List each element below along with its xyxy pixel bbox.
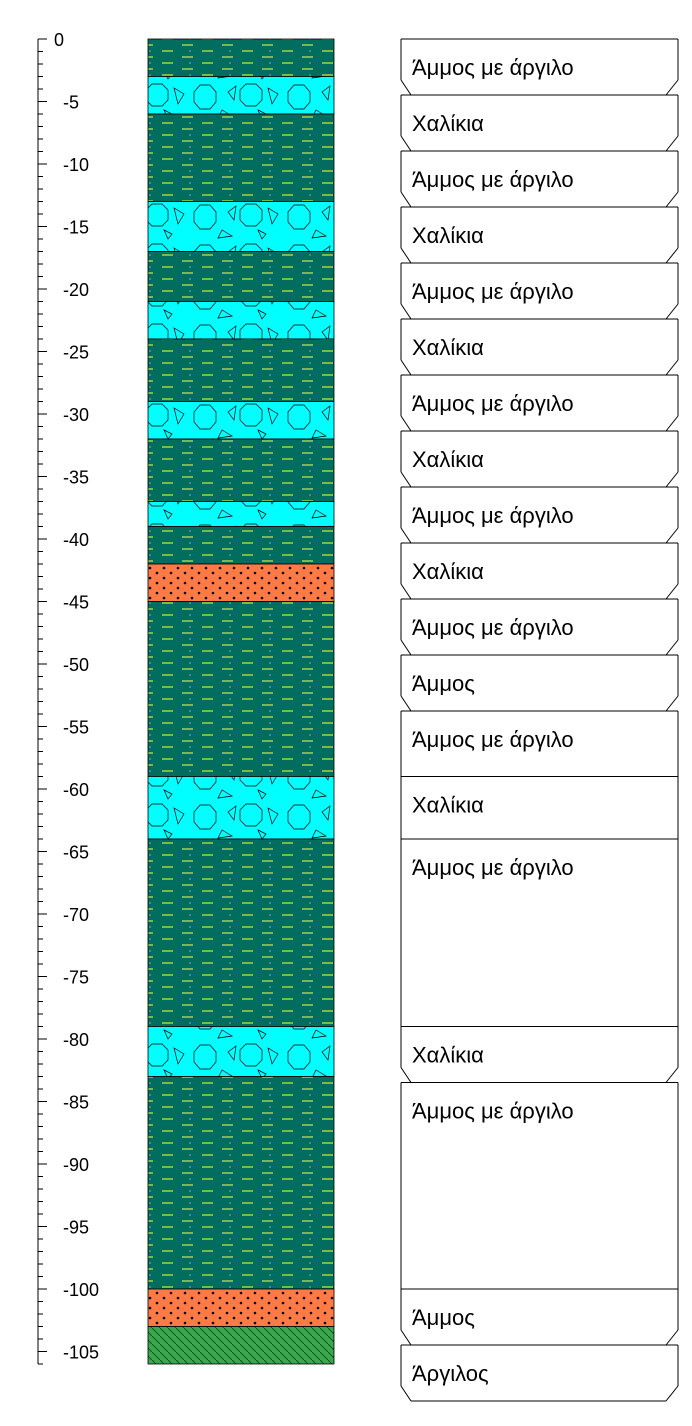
description-box — [401, 95, 678, 151]
description-box — [401, 543, 678, 599]
box-corner-slant — [666, 304, 678, 319]
box-corner-slant — [401, 248, 411, 263]
tick-label: -90 — [63, 1155, 90, 1175]
layer-description: Χαλίκια — [412, 335, 484, 360]
tick-label: -50 — [63, 655, 90, 675]
depth-axis — [38, 30, 99, 1364]
layer-description: Χαλίκια — [412, 1042, 484, 1068]
box-corner-slant — [401, 472, 411, 487]
tick-label: 0 — [54, 30, 65, 50]
description-box — [401, 319, 678, 375]
box-corner-slant — [401, 528, 411, 543]
layer-sand — [148, 564, 334, 602]
tick-label: -30 — [63, 405, 90, 425]
box-corner-slant — [666, 248, 678, 263]
description-box — [401, 487, 678, 543]
box-corner-slant — [401, 136, 411, 151]
layer-description: Άμμος με άργιλο — [412, 615, 574, 640]
layer-sand-clay — [148, 339, 334, 402]
description-column — [401, 39, 678, 1401]
description-box — [401, 599, 678, 655]
layer-gravel — [148, 502, 334, 527]
box-corner-slant — [401, 1068, 411, 1083]
tick-label: -35 — [63, 467, 90, 488]
layer-sand-clay — [148, 439, 334, 502]
box-corner-slant — [401, 1330, 411, 1345]
tick-label: -55 — [63, 717, 90, 738]
layer-description: Άμμος με άργιλο — [412, 727, 574, 752]
layer-gravel — [148, 1027, 334, 1077]
layer-description: Άμμος με άργιλο — [412, 167, 574, 192]
layer-description: Άμμος με άργιλο — [412, 55, 574, 80]
tick-label: -10 — [63, 155, 90, 175]
lithology-column — [148, 39, 334, 1364]
tick-label: -95 — [63, 1217, 90, 1238]
tick-label: -105 — [63, 1342, 100, 1363]
layer-sand-clay — [148, 839, 334, 1027]
layer-clay — [148, 1327, 334, 1365]
box-corner-slant — [666, 192, 678, 207]
box-corner-slant — [666, 1330, 678, 1345]
box-corner-slant — [401, 192, 411, 207]
tick-label: -25 — [63, 342, 90, 363]
layer-sand-clay — [148, 252, 334, 302]
description-box — [401, 263, 678, 319]
layer-description: Άμμος — [412, 671, 475, 696]
box-corner-slant — [666, 696, 678, 711]
layer-sand-clay — [148, 527, 334, 565]
tick-label: -75 — [63, 967, 90, 988]
tick-label: -40 — [63, 530, 90, 550]
layer-description: Άργιλος — [412, 1361, 489, 1386]
box-corner-slant — [666, 528, 678, 543]
layer-description: Χαλίκια — [412, 559, 484, 584]
box-corner-slant — [401, 696, 411, 711]
tick-label: -20 — [63, 280, 90, 300]
description-box — [401, 39, 678, 95]
layer-gravel — [148, 402, 334, 440]
layer-gravel — [148, 77, 334, 115]
layer-description: Χαλίκια — [412, 223, 484, 248]
box-corner-slant — [401, 1386, 411, 1401]
description-box — [401, 839, 678, 1027]
layer-description: Άμμος — [412, 1305, 475, 1330]
box-corner-slant — [666, 360, 678, 375]
layer-description: Χαλίκια — [412, 447, 484, 472]
box-corner-slant — [666, 472, 678, 487]
tick-label: -45 — [63, 592, 90, 613]
layer-sand — [148, 1289, 334, 1327]
layer-description: Άμμος με άργιλο — [412, 391, 574, 416]
layer-description: Άμμος με άργιλο — [412, 855, 574, 880]
tick-label: -5 — [63, 92, 80, 113]
layer-description: Άμμος με άργιλο — [412, 279, 574, 304]
box-corner-slant — [401, 80, 411, 95]
box-corner-slant — [666, 584, 678, 599]
description-box — [401, 375, 678, 431]
tick-label: -100 — [63, 1280, 100, 1300]
layer-gravel — [148, 302, 334, 340]
layer-gravel — [148, 202, 334, 252]
box-corner-slant — [666, 136, 678, 151]
layer-sand-clay — [148, 1077, 334, 1290]
layer-sand-clay — [148, 114, 334, 202]
layer-description: Χαλίκια — [412, 792, 484, 818]
layer-sand-clay — [148, 602, 334, 777]
box-corner-slant — [666, 80, 678, 95]
description-box — [401, 207, 678, 263]
box-corner-slant — [401, 416, 411, 431]
box-corner-slant — [401, 640, 411, 655]
tick-label: -65 — [63, 842, 90, 863]
description-box — [401, 1027, 678, 1083]
layer-sand-clay — [148, 39, 334, 77]
tick-label: -85 — [63, 1092, 90, 1113]
description-box — [401, 777, 678, 840]
tick-label: -15 — [63, 217, 90, 238]
tick-label: -70 — [63, 905, 90, 925]
box-corner-slant — [401, 584, 411, 599]
layer-description: Άμμος με άργιλο — [412, 1098, 574, 1124]
description-box — [401, 1345, 678, 1401]
layer-description: Χαλίκια — [412, 111, 484, 136]
description-box — [401, 711, 678, 777]
tick-label: -80 — [63, 1030, 90, 1050]
layer-gravel — [148, 777, 334, 840]
tick-label: -60 — [63, 780, 90, 800]
box-corner-slant — [401, 304, 411, 319]
description-box — [401, 151, 678, 207]
box-corner-slant — [666, 416, 678, 431]
description-box — [401, 1083, 678, 1290]
box-corner-slant — [666, 1386, 678, 1401]
box-corner-slant — [401, 360, 411, 375]
box-corner-slant — [666, 1068, 678, 1083]
description-box — [401, 1289, 678, 1345]
layer-description: Άμμος με άργιλο — [412, 503, 574, 528]
description-box — [401, 655, 678, 711]
box-corner-slant — [666, 640, 678, 655]
description-box — [401, 431, 678, 487]
